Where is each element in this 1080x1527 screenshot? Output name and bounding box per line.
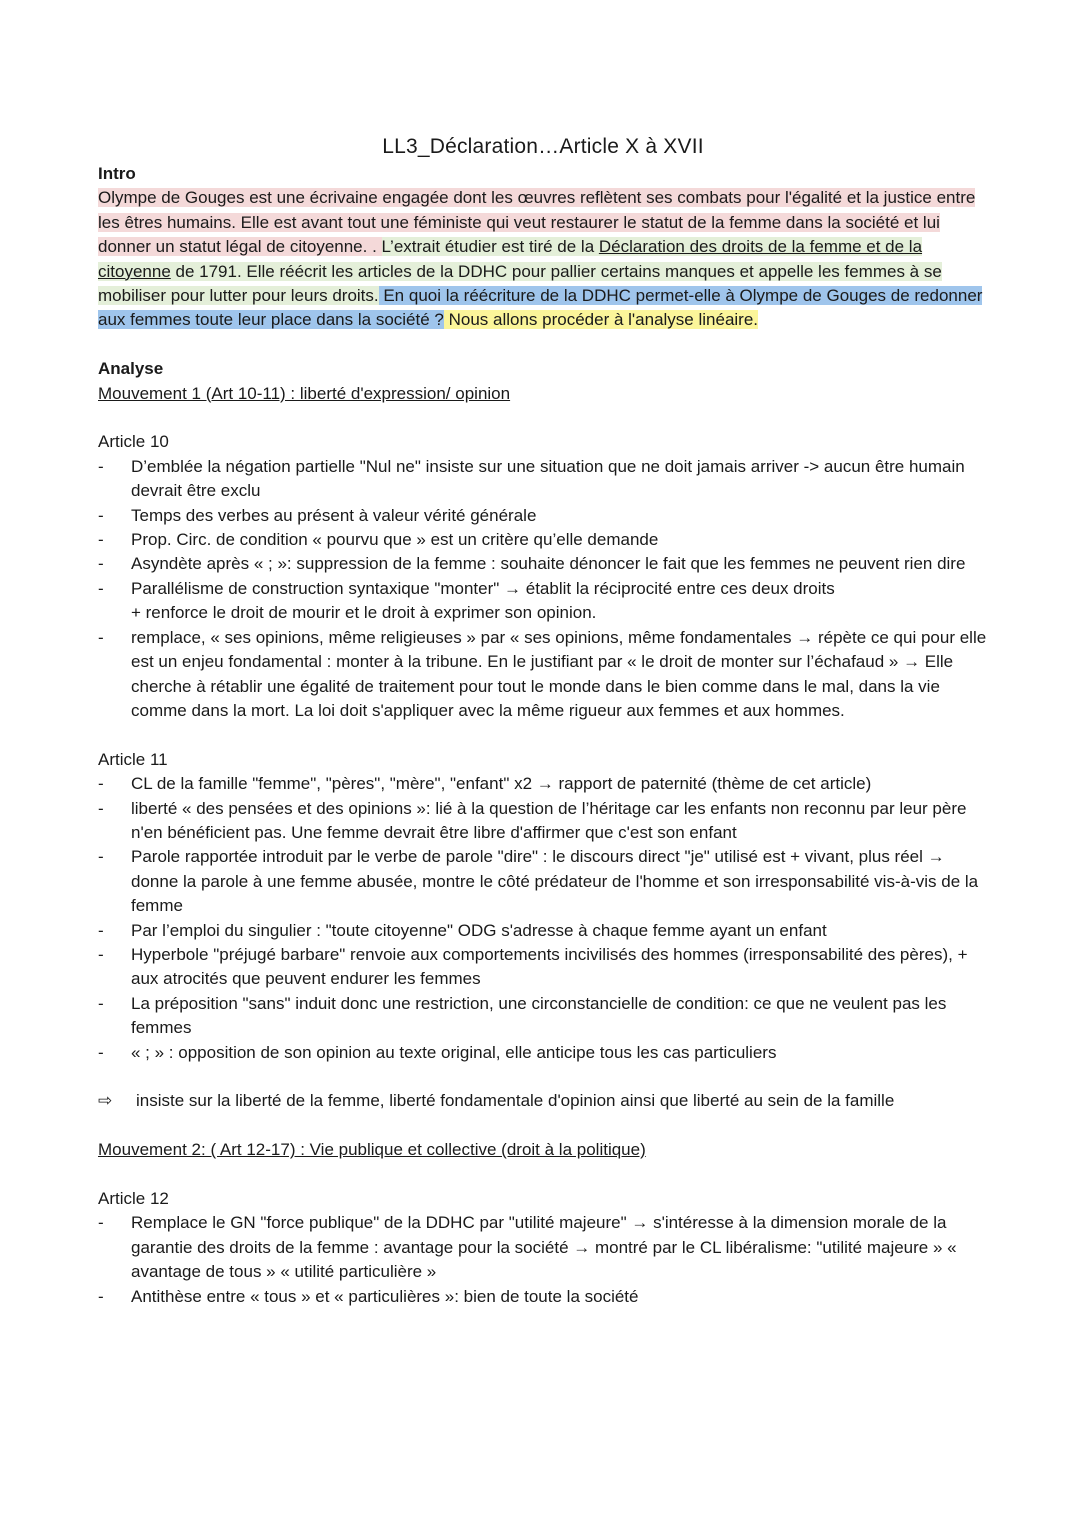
article-10-list [98, 455, 988, 723]
conclusion-line [98, 1089, 988, 1113]
movement-2-heading: Mouvement 2: ( Art 12-17) : Vie publique et collective (droit à la politique) [98, 1140, 646, 1160]
intro-text-a: L’extrait étudier est tiré de la [381, 237, 599, 257]
intro-work-title: Déclaration des droits de la femme et de la citoyenne [98, 237, 923, 281]
intro-heading: Intro [98, 164, 136, 183]
list-item: - remplace, « ses opinions, même religieuses » par « ses opinions, même fondamentales → répète ce qui pour elle est un enjeu fondamental : monter à la tribune. En le justifiant par « le droit de monter sur l’échafaud » → Elle cherche à rétablir une égalité de traitement pour tout le monde dans le bien comme dans le mal, dans la vie comme dans la mort. La loi doit s'appliquer avec la même rigueur aux femmes et aux hommes. [98, 626, 988, 724]
list-item: - Asyndète après « ; »: suppression de la femme : souhaite dénoncer le fait que les femmes ne peuvent rien dire [98, 552, 988, 576]
arrow-right-icon: ⇨ [98, 1091, 113, 1111]
article-12-list [98, 1211, 988, 1309]
intro-announcement: Nous allons procéder à l'analyse linéaire. [443, 310, 759, 330]
list-item: - Temps des verbes au présent à valeur vérité générale [98, 504, 988, 528]
list-item: - « ; » : opposition de son opinion au texte original, elle anticipe tous les cas particuliers [98, 1041, 988, 1065]
list-item: - Antithèse entre « tous » et « particulières »: bien de toute la société [98, 1285, 988, 1309]
document-title: LL3_Déclaration…Article X à XVII [382, 135, 704, 158]
conclusion-text: insiste sur la liberté de la femme, liberté fondamentale d'opinion ainsi que liberté au sein de la famille [136, 1091, 895, 1111]
list-item: - D’emblée la négation partielle "Nul ne" insiste sur une situation que ne doit jamais arriver -> aucun être humain devrait être exclu [98, 455, 988, 504]
intro-paragraph [98, 186, 988, 332]
list-item: - CL de la famille "femme", "pères", "mère", "enfant" x2 → rapport de paternité (thème de cet article) [98, 772, 988, 796]
list-item: - Par l’emploi du singulier : "toute citoyenne" ODG s'adresse à chaque femme ayant un enfant [98, 919, 988, 943]
intro-highlight-pink: Olympe de Gouges est une écrivaine engagée dont les œuvres reflètent ses combats pour l'égalité et la justice entre les êtres humains. Elle est avant tout une féministe qui veut restaurer le statut de la femme dans la société et lui donner un statut légal de citoyenne. . [98, 188, 976, 257]
analyse-heading: Analyse [98, 359, 164, 379]
article-11-list [98, 772, 988, 1065]
article-10-title: Article 10 [98, 432, 169, 452]
intro-problematic: En quoi la réécriture de la DDHC permet-elle à Olympe de Gouges de redonner aux femmes toute leur place dans la société ? [98, 286, 983, 330]
article-12-title: Article 12 [98, 1188, 169, 1208]
movement-1-heading: Mouvement 1 (Art 10-11) : liberté d'expression/ opinion [98, 383, 511, 403]
intro-text-b: de 1791. Elle réécrit les articles de la DDHC pour pallier certains manques et appelle les femmes à se mobiliser pour lutter pour leurs droits. [98, 261, 942, 306]
list-item: - Parole rapportée introduit par le verbe de parole "dire" : le discours direct "je" utilisé est + vivant, plus réel → donne la parole à une femme abusée, montre le côté prédateur de l'homme et son irresponsabilité vis-à-vis de la femme [98, 845, 988, 918]
article-11-title: Article 11 [98, 749, 168, 769]
list-item: - Hyperbole "préjugé barbare" renvoie aux comportements incivilisés des hommes (irresponsabilité des pères), + aux atrocités que peuvent endurer les femmes [98, 943, 988, 992]
document-page [98, 132, 988, 1309]
list-item: - Remplace le GN "force publique" de la DDHC par "utilité majeure" → s'intéresse à la dimension morale de la garantie des droits de la femme : avantage pour la société → montré par le CL libéralisme: "utilité majeure » « avantage de tous » « utilité particulière » [98, 1211, 988, 1284]
list-item: - Prop. Circ. de condition « pourvu que » est un critère qu’elle demande [98, 528, 988, 552]
list-item: - Parallélisme de construction syntaxique "monter" → établit la réciprocité entre ces deux droits + renforce le droit de mourir et le droit à exprimer son opinion. [98, 577, 988, 626]
list-item: - La préposition "sans" induit donc une restriction, une circonstancielle de condition: ce que ne veulent pas les femmes [98, 992, 988, 1041]
list-item: - liberté « des pensées et des opinions »: lié à la question de l’héritage car les enfants non reconnu par leur père n'en bénéficient pas. Une femme devrait être libre d'affirmer que c'est son enfant [98, 797, 988, 846]
